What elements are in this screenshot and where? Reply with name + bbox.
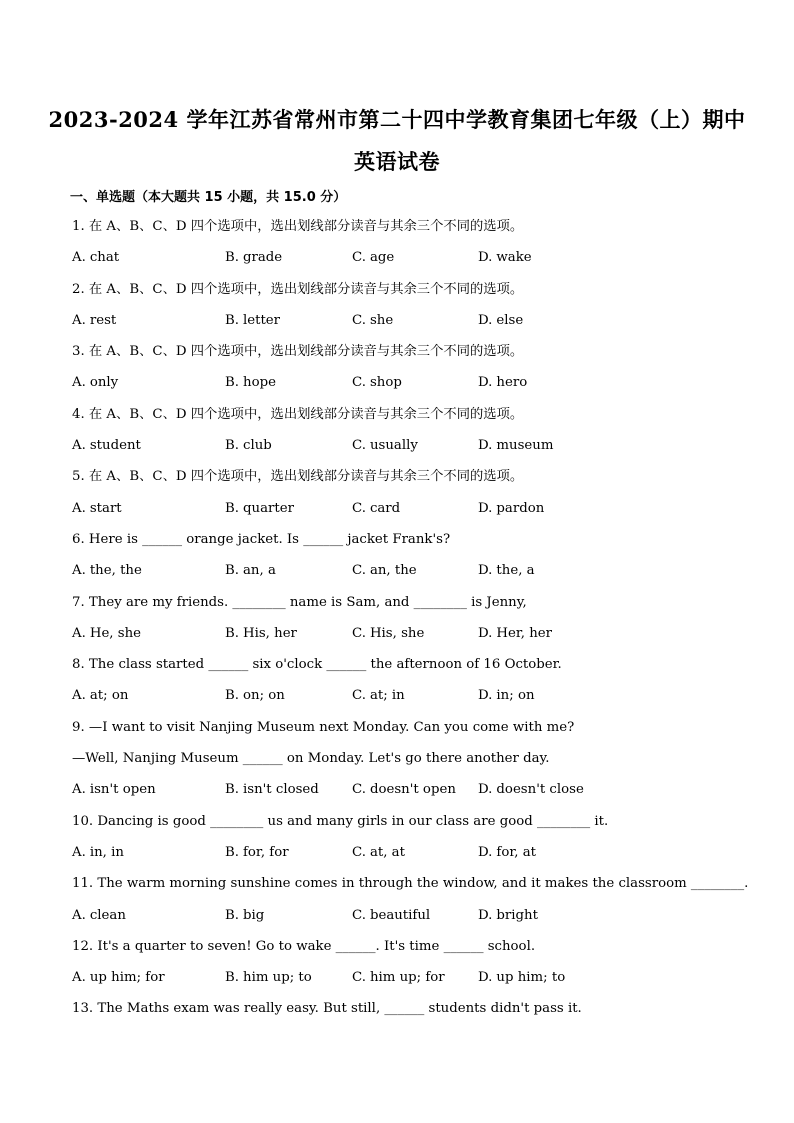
option-text: chat bbox=[89, 250, 120, 266]
option-letter: A. bbox=[72, 688, 86, 704]
option-c[interactable] bbox=[352, 434, 478, 465]
option-a[interactable] bbox=[72, 434, 225, 465]
option-letter: C. bbox=[352, 500, 366, 516]
option-text: big bbox=[243, 907, 265, 923]
question-stem: 13. The Maths exam was really easy. But still, ______ students didn't pass it. bbox=[72, 1001, 582, 1017]
option-text: rest bbox=[89, 312, 117, 328]
option-text: at, at bbox=[369, 844, 405, 860]
option-d[interactable] bbox=[478, 904, 628, 935]
option-d[interactable] bbox=[478, 622, 628, 653]
question-7 bbox=[72, 591, 732, 654]
option-row bbox=[72, 371, 732, 402]
question-stem: 6. Here is ______ orange jacket. Is ______ jacket Frank's? bbox=[72, 531, 451, 547]
option-letter: B. bbox=[225, 782, 239, 798]
option-letter: D. bbox=[478, 907, 493, 923]
option-text: Her, her bbox=[496, 625, 553, 641]
option-row bbox=[72, 966, 732, 997]
option-letter: D. bbox=[478, 688, 493, 704]
option-b[interactable] bbox=[225, 778, 352, 809]
option-c[interactable] bbox=[352, 246, 478, 277]
question-list bbox=[72, 215, 749, 1029]
option-c[interactable] bbox=[352, 309, 478, 340]
question-stem: —Well, Nanjing Museum ______ on Monday. Let's go there another day. bbox=[72, 751, 550, 767]
option-text: student bbox=[89, 438, 141, 454]
question-stem: 10. Dancing is good ________ us and many girls in our class are good ________ it. bbox=[72, 813, 609, 829]
option-letter: B. bbox=[225, 500, 239, 516]
option-text: an, a bbox=[243, 563, 276, 579]
option-letter: A. bbox=[72, 312, 86, 328]
option-letter: B. bbox=[225, 844, 239, 860]
question-9 bbox=[72, 716, 732, 810]
question-1 bbox=[72, 215, 732, 278]
question-10 bbox=[72, 810, 732, 873]
option-letter: A. bbox=[72, 970, 86, 986]
option-letter: D. bbox=[478, 970, 493, 986]
question-12 bbox=[72, 935, 732, 998]
option-letter: B. bbox=[225, 907, 239, 923]
question-stem: 2. 在 A、B、C、D 四个选项中，选出划线部分读音与其余三个不同的选项。 bbox=[72, 281, 524, 297]
option-c[interactable] bbox=[352, 559, 478, 590]
option-text: only bbox=[89, 375, 119, 391]
option-c[interactable] bbox=[352, 778, 478, 809]
option-b[interactable] bbox=[225, 309, 352, 340]
option-row bbox=[72, 622, 732, 653]
option-text: doesn't open bbox=[369, 782, 456, 798]
option-text: pardon bbox=[496, 500, 545, 516]
option-text: age bbox=[369, 250, 395, 266]
option-letter: A. bbox=[72, 907, 86, 923]
question-8 bbox=[72, 653, 732, 716]
option-row bbox=[72, 309, 732, 340]
option-text: in; on bbox=[496, 688, 535, 704]
option-d[interactable] bbox=[478, 434, 628, 465]
option-a[interactable] bbox=[72, 966, 225, 997]
option-letter: C. bbox=[352, 970, 366, 986]
question-4 bbox=[72, 403, 732, 466]
option-letter: C. bbox=[352, 563, 366, 579]
option-text: usually bbox=[369, 438, 418, 454]
question-stem: 8. The class started ______ six o'clock ______ the afternoon of 16 October. bbox=[72, 657, 562, 673]
option-letter: C. bbox=[352, 375, 366, 391]
option-b[interactable] bbox=[225, 904, 352, 935]
option-letter: C. bbox=[352, 907, 366, 923]
option-letter: A. bbox=[72, 625, 86, 641]
question-3 bbox=[72, 340, 732, 403]
option-text: clean bbox=[89, 907, 126, 923]
option-letter: B. bbox=[225, 438, 239, 454]
page-title: 2023-2024 学年江苏省常州市第二十四中学教育集团七年级（上）期中 bbox=[48, 107, 746, 132]
option-letter: B. bbox=[225, 250, 239, 266]
option-b[interactable] bbox=[225, 434, 352, 465]
option-letter: B. bbox=[225, 970, 239, 986]
option-a[interactable] bbox=[72, 904, 225, 935]
option-letter: D. bbox=[478, 844, 493, 860]
option-letter: A. bbox=[72, 782, 86, 798]
option-c[interactable] bbox=[352, 622, 478, 653]
page-subtitle: 英语试卷 bbox=[354, 149, 440, 174]
option-text: card bbox=[369, 500, 401, 516]
question-stem: 9. —I want to visit Nanjing Museum next Monday. Can you come with me? bbox=[72, 719, 575, 735]
option-row bbox=[72, 497, 732, 528]
option-row bbox=[72, 684, 732, 715]
option-d[interactable] bbox=[478, 778, 628, 809]
option-b[interactable] bbox=[225, 559, 352, 590]
option-b[interactable] bbox=[225, 622, 352, 653]
option-text: shop bbox=[369, 375, 402, 391]
option-a[interactable] bbox=[72, 497, 225, 528]
option-a[interactable] bbox=[72, 309, 225, 340]
option-text: else bbox=[496, 312, 524, 328]
option-letter: D. bbox=[478, 625, 493, 641]
option-c[interactable] bbox=[352, 371, 478, 402]
option-text: the, the bbox=[89, 563, 142, 579]
question-stem: 3. 在 A、B、C、D 四个选项中，选出划线部分读音与其余三个不同的选项。 bbox=[72, 344, 524, 360]
option-a[interactable] bbox=[72, 778, 225, 809]
option-a[interactable] bbox=[72, 559, 225, 590]
option-text: bright bbox=[496, 907, 538, 923]
option-text: at; in bbox=[369, 688, 405, 704]
question-stem: 12. It's a quarter to seven! Go to wake ______. It's time ______ school. bbox=[72, 938, 536, 954]
question-2 bbox=[72, 278, 732, 341]
option-letter: C. bbox=[352, 250, 366, 266]
option-c[interactable] bbox=[352, 684, 478, 715]
option-letter: D. bbox=[478, 782, 493, 798]
option-a[interactable] bbox=[72, 622, 225, 653]
option-text: club bbox=[243, 438, 272, 454]
option-b[interactable] bbox=[225, 371, 352, 402]
option-text: at; on bbox=[89, 688, 129, 704]
option-letter: C. bbox=[352, 782, 366, 798]
option-row bbox=[72, 841, 732, 872]
option-d[interactable] bbox=[478, 309, 628, 340]
option-text: doesn't close bbox=[496, 782, 584, 798]
option-text: His, she bbox=[369, 625, 425, 641]
option-letter: D. bbox=[478, 375, 493, 391]
option-text: beautiful bbox=[369, 907, 431, 923]
option-text: quarter bbox=[243, 500, 294, 516]
option-text: wake bbox=[496, 250, 532, 266]
option-text: museum bbox=[496, 438, 554, 454]
option-d[interactable] bbox=[478, 684, 628, 715]
question-11 bbox=[72, 872, 749, 935]
option-a[interactable] bbox=[72, 371, 225, 402]
option-letter: C. bbox=[352, 438, 366, 454]
option-b[interactable] bbox=[225, 246, 352, 277]
option-letter: C. bbox=[352, 312, 366, 328]
question-5 bbox=[72, 465, 732, 528]
option-c[interactable] bbox=[352, 966, 478, 997]
option-letter: A. bbox=[72, 250, 86, 266]
option-c[interactable] bbox=[352, 904, 478, 935]
option-b[interactable] bbox=[225, 497, 352, 528]
option-text: the, a bbox=[496, 563, 535, 579]
question-13 bbox=[72, 997, 732, 1028]
question-stem: 5. 在 A、B、C、D 四个选项中，选出划线部分读音与其余三个不同的选项。 bbox=[72, 469, 524, 485]
option-text: up him; for bbox=[89, 970, 165, 986]
option-text: grade bbox=[243, 250, 283, 266]
option-text: His, her bbox=[243, 625, 297, 641]
option-d[interactable] bbox=[478, 966, 628, 997]
question-6 bbox=[72, 528, 732, 591]
option-row bbox=[72, 904, 732, 935]
option-b[interactable] bbox=[225, 841, 352, 872]
option-d[interactable] bbox=[478, 841, 628, 872]
option-text: an, the bbox=[369, 563, 417, 579]
option-letter: A. bbox=[72, 563, 86, 579]
section-heading: 一、单选题（本大题共 15 小题，共 15.0 分） bbox=[70, 190, 347, 205]
option-text: she bbox=[369, 312, 394, 328]
question-stem: 4. 在 A、B、C、D 四个选项中，选出划线部分读音与其余三个不同的选项。 bbox=[72, 406, 524, 422]
option-text: for, at bbox=[496, 844, 536, 860]
option-c[interactable] bbox=[352, 497, 478, 528]
option-letter: A. bbox=[72, 844, 86, 860]
option-letter: B. bbox=[225, 563, 239, 579]
option-row bbox=[72, 559, 732, 590]
option-text: up him; to bbox=[496, 970, 566, 986]
option-d[interactable] bbox=[478, 371, 628, 402]
option-letter: D. bbox=[478, 312, 493, 328]
option-letter: B. bbox=[225, 625, 239, 641]
option-a[interactable] bbox=[72, 684, 225, 715]
option-row bbox=[72, 778, 732, 809]
option-letter: A. bbox=[72, 500, 86, 516]
option-text: start bbox=[89, 500, 122, 516]
option-text: isn't closed bbox=[243, 782, 319, 798]
option-b[interactable] bbox=[225, 966, 352, 997]
option-d[interactable] bbox=[478, 559, 628, 590]
option-row bbox=[72, 246, 732, 277]
option-a[interactable] bbox=[72, 246, 225, 277]
option-row bbox=[72, 434, 732, 465]
option-letter: C. bbox=[352, 844, 366, 860]
option-text: isn't open bbox=[89, 782, 156, 798]
option-text: for, for bbox=[243, 844, 289, 860]
option-c[interactable] bbox=[352, 841, 478, 872]
option-text: hope bbox=[243, 375, 276, 391]
option-letter: C. bbox=[352, 688, 366, 704]
option-a[interactable] bbox=[72, 841, 225, 872]
option-text: in, in bbox=[89, 844, 124, 860]
option-d[interactable] bbox=[478, 246, 628, 277]
option-letter: B. bbox=[225, 312, 239, 328]
option-letter: D. bbox=[478, 438, 493, 454]
option-d[interactable] bbox=[478, 497, 628, 528]
option-text: him up; for bbox=[369, 970, 445, 986]
option-text: him up; to bbox=[243, 970, 312, 986]
option-letter: D. bbox=[478, 563, 493, 579]
option-letter: C. bbox=[352, 625, 366, 641]
question-stem: 11. The warm morning sunshine comes in through the window, and it makes the classroom ________. bbox=[72, 876, 749, 892]
option-text: letter bbox=[243, 312, 281, 328]
option-letter: B. bbox=[225, 688, 239, 704]
question-stem: 7. They are my friends. ________ name is Sam, and ________ is Jenny, bbox=[72, 594, 527, 610]
option-text: He, she bbox=[89, 625, 142, 641]
option-letter: D. bbox=[478, 500, 493, 516]
question-stem: 1. 在 A、B、C、D 四个选项中，选出划线部分读音与其余三个不同的选项。 bbox=[72, 219, 524, 234]
option-letter: D. bbox=[478, 250, 493, 266]
option-text: on; on bbox=[243, 688, 285, 704]
option-b[interactable] bbox=[225, 684, 352, 715]
option-letter: A. bbox=[72, 375, 86, 391]
option-letter: A. bbox=[72, 438, 86, 454]
option-letter: B. bbox=[225, 375, 239, 391]
option-text: hero bbox=[496, 375, 528, 391]
